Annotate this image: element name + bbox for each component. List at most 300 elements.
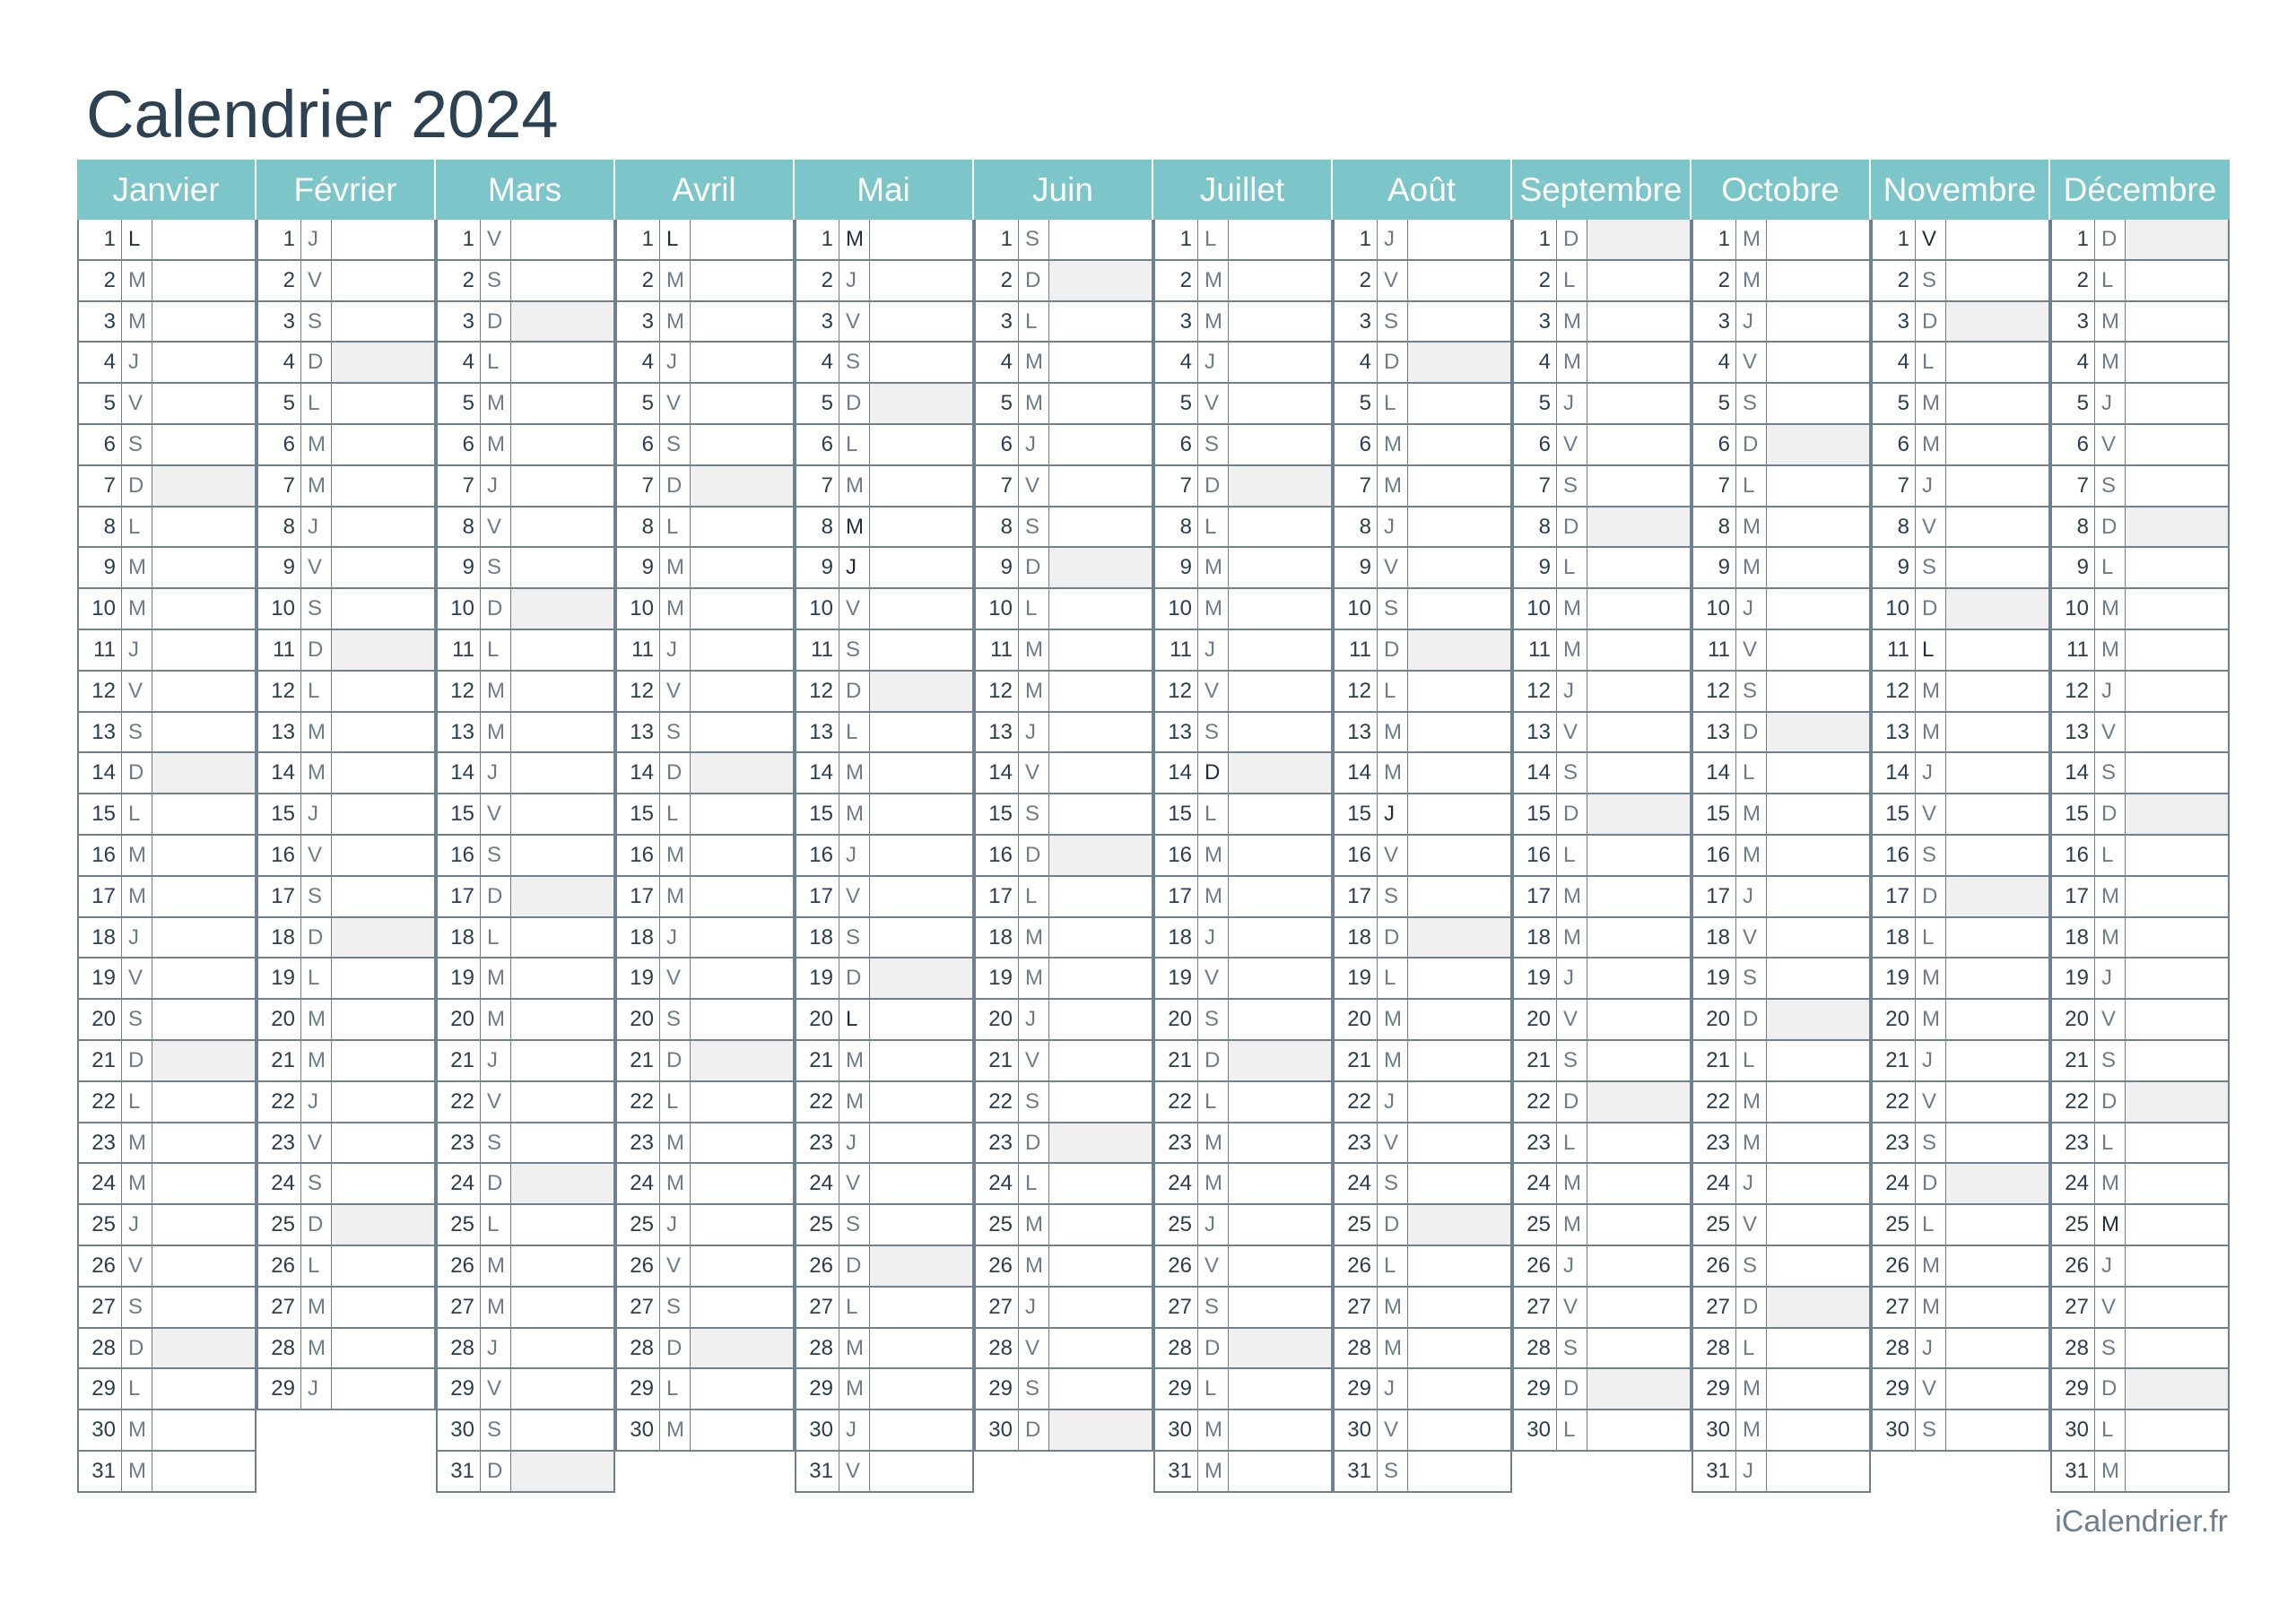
day-row xyxy=(2050,918,2230,959)
weekday-letter: J xyxy=(660,1205,691,1245)
weekday-letter: D xyxy=(2095,1369,2126,1409)
day-number: 6 xyxy=(438,425,481,464)
weekday-letter: D xyxy=(122,753,152,793)
day-row xyxy=(2050,1205,2230,1246)
day-row xyxy=(1153,425,1333,466)
month-column xyxy=(436,160,615,1497)
day-note-space xyxy=(1049,958,1152,998)
day-row xyxy=(1153,753,1333,794)
weekday-letter: J xyxy=(1198,630,1229,670)
weekday-letter: S xyxy=(1916,548,1946,587)
day-row xyxy=(615,794,795,836)
weekday-letter: L xyxy=(1019,302,1049,342)
day-note-space xyxy=(1049,630,1152,670)
day-number: 20 xyxy=(1873,1000,1916,1039)
weekday-letter: M xyxy=(1916,384,1946,423)
day-number: 19 xyxy=(1873,958,1916,998)
weekday-letter: V xyxy=(2095,1288,2126,1327)
day-row xyxy=(77,425,257,466)
day-note-space xyxy=(332,836,434,875)
day-number: 5 xyxy=(796,384,839,423)
day-number: 3 xyxy=(1514,302,1557,342)
day-row xyxy=(2050,1041,2230,1082)
day-number: 10 xyxy=(79,589,122,629)
day-row xyxy=(2050,713,2230,754)
day-number: 2 xyxy=(2052,261,2095,300)
day-number: 18 xyxy=(258,918,301,958)
day-note-space xyxy=(1049,384,1152,423)
day-row xyxy=(974,1246,1153,1288)
day-note-space xyxy=(870,507,972,547)
day-number: 15 xyxy=(1335,794,1378,834)
day-number: 16 xyxy=(1335,836,1378,875)
day-number: 26 xyxy=(1155,1246,1198,1286)
day-note-space xyxy=(1229,343,1331,382)
weekday-letter: L xyxy=(2095,836,2126,875)
day-row xyxy=(1692,384,1871,425)
day-note-space xyxy=(1587,1164,1690,1203)
day-number: 20 xyxy=(79,1000,122,1039)
day-number: 19 xyxy=(976,958,1019,998)
weekday-letter: S xyxy=(1916,836,1946,875)
day-row xyxy=(77,507,257,549)
day-note-space xyxy=(2126,794,2228,834)
weekday-letter: M xyxy=(660,836,691,875)
day-note-space xyxy=(511,425,613,464)
day-note-space xyxy=(870,466,972,506)
weekday-letter: J xyxy=(1198,1205,1229,1245)
day-row xyxy=(77,1410,257,1452)
weekday-letter: M xyxy=(1198,1410,1229,1450)
day-note-space xyxy=(870,753,972,793)
day-row xyxy=(1692,1041,1871,1082)
day-number: 3 xyxy=(976,302,1019,342)
day-row xyxy=(1153,1369,1333,1410)
weekday-letter: J xyxy=(1019,713,1049,752)
day-number: 5 xyxy=(1873,384,1916,423)
day-row xyxy=(1871,1041,2050,1082)
weekday-letter: J xyxy=(1736,589,1767,629)
day-number: 30 xyxy=(1873,1410,1916,1450)
day-note-space xyxy=(1587,1288,1690,1327)
weekday-letter: M xyxy=(1557,918,1587,958)
day-row xyxy=(77,1205,257,1246)
day-number: 31 xyxy=(79,1452,122,1491)
day-note-space xyxy=(691,1288,793,1327)
day-row xyxy=(1512,384,1692,425)
day-number: 11 xyxy=(79,630,122,670)
day-row xyxy=(2050,672,2230,713)
day-row xyxy=(1692,1164,1871,1205)
day-row xyxy=(2050,877,2230,918)
day-note-space xyxy=(1049,302,1152,342)
day-number: 24 xyxy=(1693,1164,1736,1203)
day-note-space xyxy=(511,466,613,506)
weekday-letter: L xyxy=(1916,343,1946,382)
day-row xyxy=(436,630,615,672)
day-row xyxy=(436,589,615,630)
weekday-letter: M xyxy=(1019,672,1049,711)
month-header: Septembre xyxy=(1512,160,1692,220)
day-note-space xyxy=(1229,466,1331,506)
day-number: 25 xyxy=(1514,1205,1557,1245)
day-note-space xyxy=(332,877,434,916)
day-note-space xyxy=(1229,1452,1331,1491)
day-row xyxy=(257,384,436,425)
weekday-letter: J xyxy=(1736,302,1767,342)
day-number: 10 xyxy=(1155,589,1198,629)
day-row xyxy=(1871,713,2050,754)
day-note-space xyxy=(870,1246,972,1286)
day-number: 22 xyxy=(1155,1082,1198,1122)
weekday-letter: M xyxy=(1736,794,1767,834)
day-note-space xyxy=(511,630,613,670)
weekday-letter: L xyxy=(122,1369,152,1409)
weekday-letter: L xyxy=(481,1205,511,1245)
day-number: 26 xyxy=(1873,1246,1916,1286)
day-number: 17 xyxy=(617,877,660,916)
day-note-space xyxy=(332,1082,434,1122)
month-days xyxy=(257,220,436,1410)
weekday-letter: M xyxy=(1198,1123,1229,1163)
day-note-space xyxy=(1767,589,1869,629)
day-number: 5 xyxy=(2052,384,2095,423)
weekday-letter: L xyxy=(660,1369,691,1409)
day-note-space xyxy=(2126,548,2228,587)
weekday-letter: J xyxy=(1557,958,1587,998)
weekday-letter: S xyxy=(1198,713,1229,752)
weekday-letter: S xyxy=(1378,877,1408,916)
day-row xyxy=(1333,261,1512,302)
day-note-space xyxy=(691,672,793,711)
day-note-space xyxy=(2126,713,2228,752)
day-number: 9 xyxy=(2052,548,2095,587)
day-note-space xyxy=(2126,1452,2228,1491)
day-row xyxy=(1512,220,1692,261)
weekday-letter: M xyxy=(839,1369,870,1409)
weekday-letter: D xyxy=(660,753,691,793)
day-note-space xyxy=(152,1329,255,1368)
day-number: 25 xyxy=(2052,1205,2095,1245)
weekday-letter: M xyxy=(2095,302,2126,342)
day-note-space xyxy=(1587,548,1690,587)
day-row xyxy=(2050,466,2230,507)
day-row xyxy=(1333,630,1512,672)
weekday-letter: S xyxy=(660,1288,691,1327)
day-row xyxy=(1692,958,1871,1000)
day-row xyxy=(1153,713,1333,754)
day-number: 8 xyxy=(1335,507,1378,547)
day-number: 15 xyxy=(617,794,660,834)
day-number: 22 xyxy=(1335,1082,1378,1122)
day-row xyxy=(1153,589,1333,630)
day-row xyxy=(257,507,436,549)
day-row xyxy=(974,958,1153,1000)
day-row xyxy=(1871,836,2050,877)
weekday-letter: M xyxy=(1198,836,1229,875)
day-note-space xyxy=(2126,836,2228,875)
day-row xyxy=(436,1246,615,1288)
day-note-space xyxy=(1049,1246,1152,1286)
day-note-space xyxy=(511,1041,613,1080)
weekday-letter: S xyxy=(1198,1288,1229,1327)
day-row xyxy=(257,1329,436,1370)
day-row xyxy=(795,1205,974,1246)
day-row xyxy=(1153,1041,1333,1082)
day-number: 14 xyxy=(438,753,481,793)
day-note-space xyxy=(511,1123,613,1163)
day-number: 10 xyxy=(976,589,1019,629)
day-number: 7 xyxy=(258,466,301,506)
weekday-letter: M xyxy=(481,425,511,464)
weekday-letter: L xyxy=(1378,672,1408,711)
day-number: 22 xyxy=(1693,1082,1736,1122)
day-number: 5 xyxy=(976,384,1019,423)
day-row xyxy=(1333,343,1512,384)
day-row xyxy=(436,261,615,302)
day-number: 23 xyxy=(1873,1123,1916,1163)
day-note-space xyxy=(152,713,255,752)
month-column xyxy=(1153,160,1333,1497)
day-row xyxy=(1512,261,1692,302)
day-note-space xyxy=(691,918,793,958)
weekday-letter: D xyxy=(1378,1205,1408,1245)
day-row xyxy=(1692,713,1871,754)
day-row xyxy=(795,1288,974,1329)
day-row xyxy=(1153,466,1333,507)
day-note-space xyxy=(691,877,793,916)
weekday-letter: M xyxy=(481,958,511,998)
day-row xyxy=(257,918,436,959)
day-note-space xyxy=(1767,794,1869,834)
day-number: 27 xyxy=(2052,1288,2095,1327)
day-note-space xyxy=(1229,1123,1331,1163)
day-number: 22 xyxy=(258,1082,301,1122)
day-note-space xyxy=(1229,1082,1331,1122)
weekday-letter: M xyxy=(1736,1369,1767,1409)
weekday-letter: S xyxy=(481,1410,511,1450)
weekday-letter: J xyxy=(1916,1041,1946,1080)
weekday-letter: V xyxy=(839,1164,870,1203)
weekday-letter: V xyxy=(301,1123,332,1163)
day-note-space xyxy=(1408,507,1510,547)
day-note-space xyxy=(1408,302,1510,342)
day-number: 9 xyxy=(1155,548,1198,587)
day-note-space xyxy=(1229,507,1331,547)
day-note-space xyxy=(870,958,972,998)
day-note-space xyxy=(1767,302,1869,342)
day-row xyxy=(1692,343,1871,384)
day-number: 28 xyxy=(1693,1329,1736,1368)
day-number: 21 xyxy=(1873,1041,1916,1080)
day-number: 5 xyxy=(258,384,301,423)
day-number: 30 xyxy=(976,1410,1019,1450)
day-note-space xyxy=(1408,1452,1510,1491)
day-note-space xyxy=(2126,261,2228,300)
weekday-letter: M xyxy=(1019,384,1049,423)
day-number: 12 xyxy=(1514,672,1557,711)
day-note-space xyxy=(1587,1041,1690,1080)
day-note-space xyxy=(1229,630,1331,670)
weekday-letter: M xyxy=(1557,630,1587,670)
day-row xyxy=(795,1246,974,1288)
day-note-space xyxy=(1229,261,1331,300)
day-row xyxy=(436,1041,615,1082)
weekday-letter: M xyxy=(301,1288,332,1327)
weekday-letter: M xyxy=(839,1041,870,1080)
day-row xyxy=(1512,302,1692,343)
day-number: 21 xyxy=(1155,1041,1198,1080)
day-note-space xyxy=(2126,958,2228,998)
day-number: 25 xyxy=(1155,1205,1198,1245)
day-note-space xyxy=(511,1246,613,1286)
day-row xyxy=(1333,836,1512,877)
day-row xyxy=(1512,958,1692,1000)
day-row xyxy=(436,384,615,425)
day-row xyxy=(974,507,1153,549)
day-note-space xyxy=(1946,261,2048,300)
weekday-letter: L xyxy=(1198,507,1229,547)
weekday-letter: S xyxy=(1019,1369,1049,1409)
day-row xyxy=(615,548,795,589)
weekday-letter: V xyxy=(1557,1000,1587,1039)
day-row xyxy=(974,1082,1153,1123)
day-number: 16 xyxy=(1873,836,1916,875)
weekday-letter: S xyxy=(1019,220,1049,259)
day-number: 28 xyxy=(1155,1329,1198,1368)
weekday-letter: V xyxy=(301,836,332,875)
weekday-letter: V xyxy=(1019,466,1049,506)
day-row xyxy=(77,1329,257,1370)
day-number: 1 xyxy=(1693,220,1736,259)
day-row xyxy=(795,548,974,589)
day-number: 13 xyxy=(438,713,481,752)
day-note-space xyxy=(152,466,255,506)
day-note-space xyxy=(152,1123,255,1163)
day-number: 18 xyxy=(2052,918,2095,958)
day-number: 20 xyxy=(1693,1000,1736,1039)
day-note-space xyxy=(2126,877,2228,916)
weekday-letter: L xyxy=(1916,1205,1946,1245)
day-number: 8 xyxy=(2052,507,2095,547)
weekday-letter: M xyxy=(1916,1000,1946,1039)
weekday-letter: D xyxy=(301,343,332,382)
day-note-space xyxy=(152,918,255,958)
weekday-letter: V xyxy=(1916,794,1946,834)
weekday-letter: M xyxy=(122,1452,152,1491)
month-column xyxy=(615,160,795,1497)
day-number: 14 xyxy=(1514,753,1557,793)
day-row xyxy=(1153,1164,1333,1205)
weekday-letter: M xyxy=(1378,466,1408,506)
day-row xyxy=(795,630,974,672)
day-note-space xyxy=(1229,1205,1331,1245)
day-note-space xyxy=(691,548,793,587)
day-row xyxy=(974,877,1153,918)
weekday-letter: L xyxy=(301,1246,332,1286)
day-number: 24 xyxy=(2052,1164,2095,1203)
day-row xyxy=(2050,1369,2230,1410)
day-number: 17 xyxy=(438,877,481,916)
day-note-space xyxy=(1946,1246,2048,1286)
day-note-space xyxy=(1049,918,1152,958)
day-number: 27 xyxy=(438,1288,481,1327)
weekday-letter: J xyxy=(1378,507,1408,547)
day-number: 19 xyxy=(1155,958,1198,998)
day-number: 30 xyxy=(796,1410,839,1450)
day-number: 6 xyxy=(1514,425,1557,464)
day-row xyxy=(1153,918,1333,959)
day-number: 1 xyxy=(796,220,839,259)
day-row xyxy=(795,836,974,877)
day-note-space xyxy=(2126,384,2228,423)
day-number: 29 xyxy=(438,1369,481,1409)
day-note-space xyxy=(511,1452,613,1491)
day-row xyxy=(1333,384,1512,425)
weekday-letter: D xyxy=(660,466,691,506)
day-number: 14 xyxy=(1873,753,1916,793)
day-note-space xyxy=(332,630,434,670)
weekday-letter: M xyxy=(1198,1164,1229,1203)
day-row xyxy=(1692,220,1871,261)
weekday-letter: V xyxy=(1198,1246,1229,1286)
day-number: 7 xyxy=(976,466,1019,506)
day-number: 5 xyxy=(1514,384,1557,423)
day-note-space xyxy=(2126,1000,2228,1039)
day-note-space xyxy=(1049,1205,1152,1245)
day-note-space xyxy=(1767,836,1869,875)
day-number: 10 xyxy=(1873,589,1916,629)
day-note-space xyxy=(1767,1000,1869,1039)
day-note-space xyxy=(152,1369,255,1409)
day-note-space xyxy=(1587,672,1690,711)
day-row xyxy=(2050,220,2230,261)
day-number: 11 xyxy=(796,630,839,670)
day-note-space xyxy=(1408,1246,1510,1286)
day-note-space xyxy=(691,384,793,423)
day-number: 8 xyxy=(258,507,301,547)
weekday-letter: V xyxy=(1378,1123,1408,1163)
weekday-letter: J xyxy=(301,220,332,259)
day-note-space xyxy=(1049,1329,1152,1368)
day-note-space xyxy=(870,384,972,423)
day-note-space xyxy=(1946,425,2048,464)
day-row xyxy=(1871,384,2050,425)
day-note-space xyxy=(511,1164,613,1203)
day-note-space xyxy=(1946,1123,2048,1163)
day-note-space xyxy=(1767,548,1869,587)
day-note-space xyxy=(511,1082,613,1122)
weekday-letter: S xyxy=(1736,384,1767,423)
day-number: 6 xyxy=(1873,425,1916,464)
day-note-space xyxy=(691,713,793,752)
day-row xyxy=(1512,1288,1692,1329)
weekday-letter: D xyxy=(1736,1288,1767,1327)
day-number: 15 xyxy=(79,794,122,834)
day-note-space xyxy=(1408,1205,1510,1245)
day-note-space xyxy=(152,302,255,342)
day-number: 4 xyxy=(1873,343,1916,382)
weekday-letter: S xyxy=(1557,1041,1587,1080)
weekday-letter: J xyxy=(122,630,152,670)
day-number: 27 xyxy=(1693,1288,1736,1327)
weekday-letter: M xyxy=(839,1082,870,1122)
day-number: 14 xyxy=(976,753,1019,793)
day-note-space xyxy=(2126,1410,2228,1450)
weekday-letter: M xyxy=(1916,1246,1946,1286)
weekday-letter: V xyxy=(1557,425,1587,464)
day-number: 9 xyxy=(1873,548,1916,587)
